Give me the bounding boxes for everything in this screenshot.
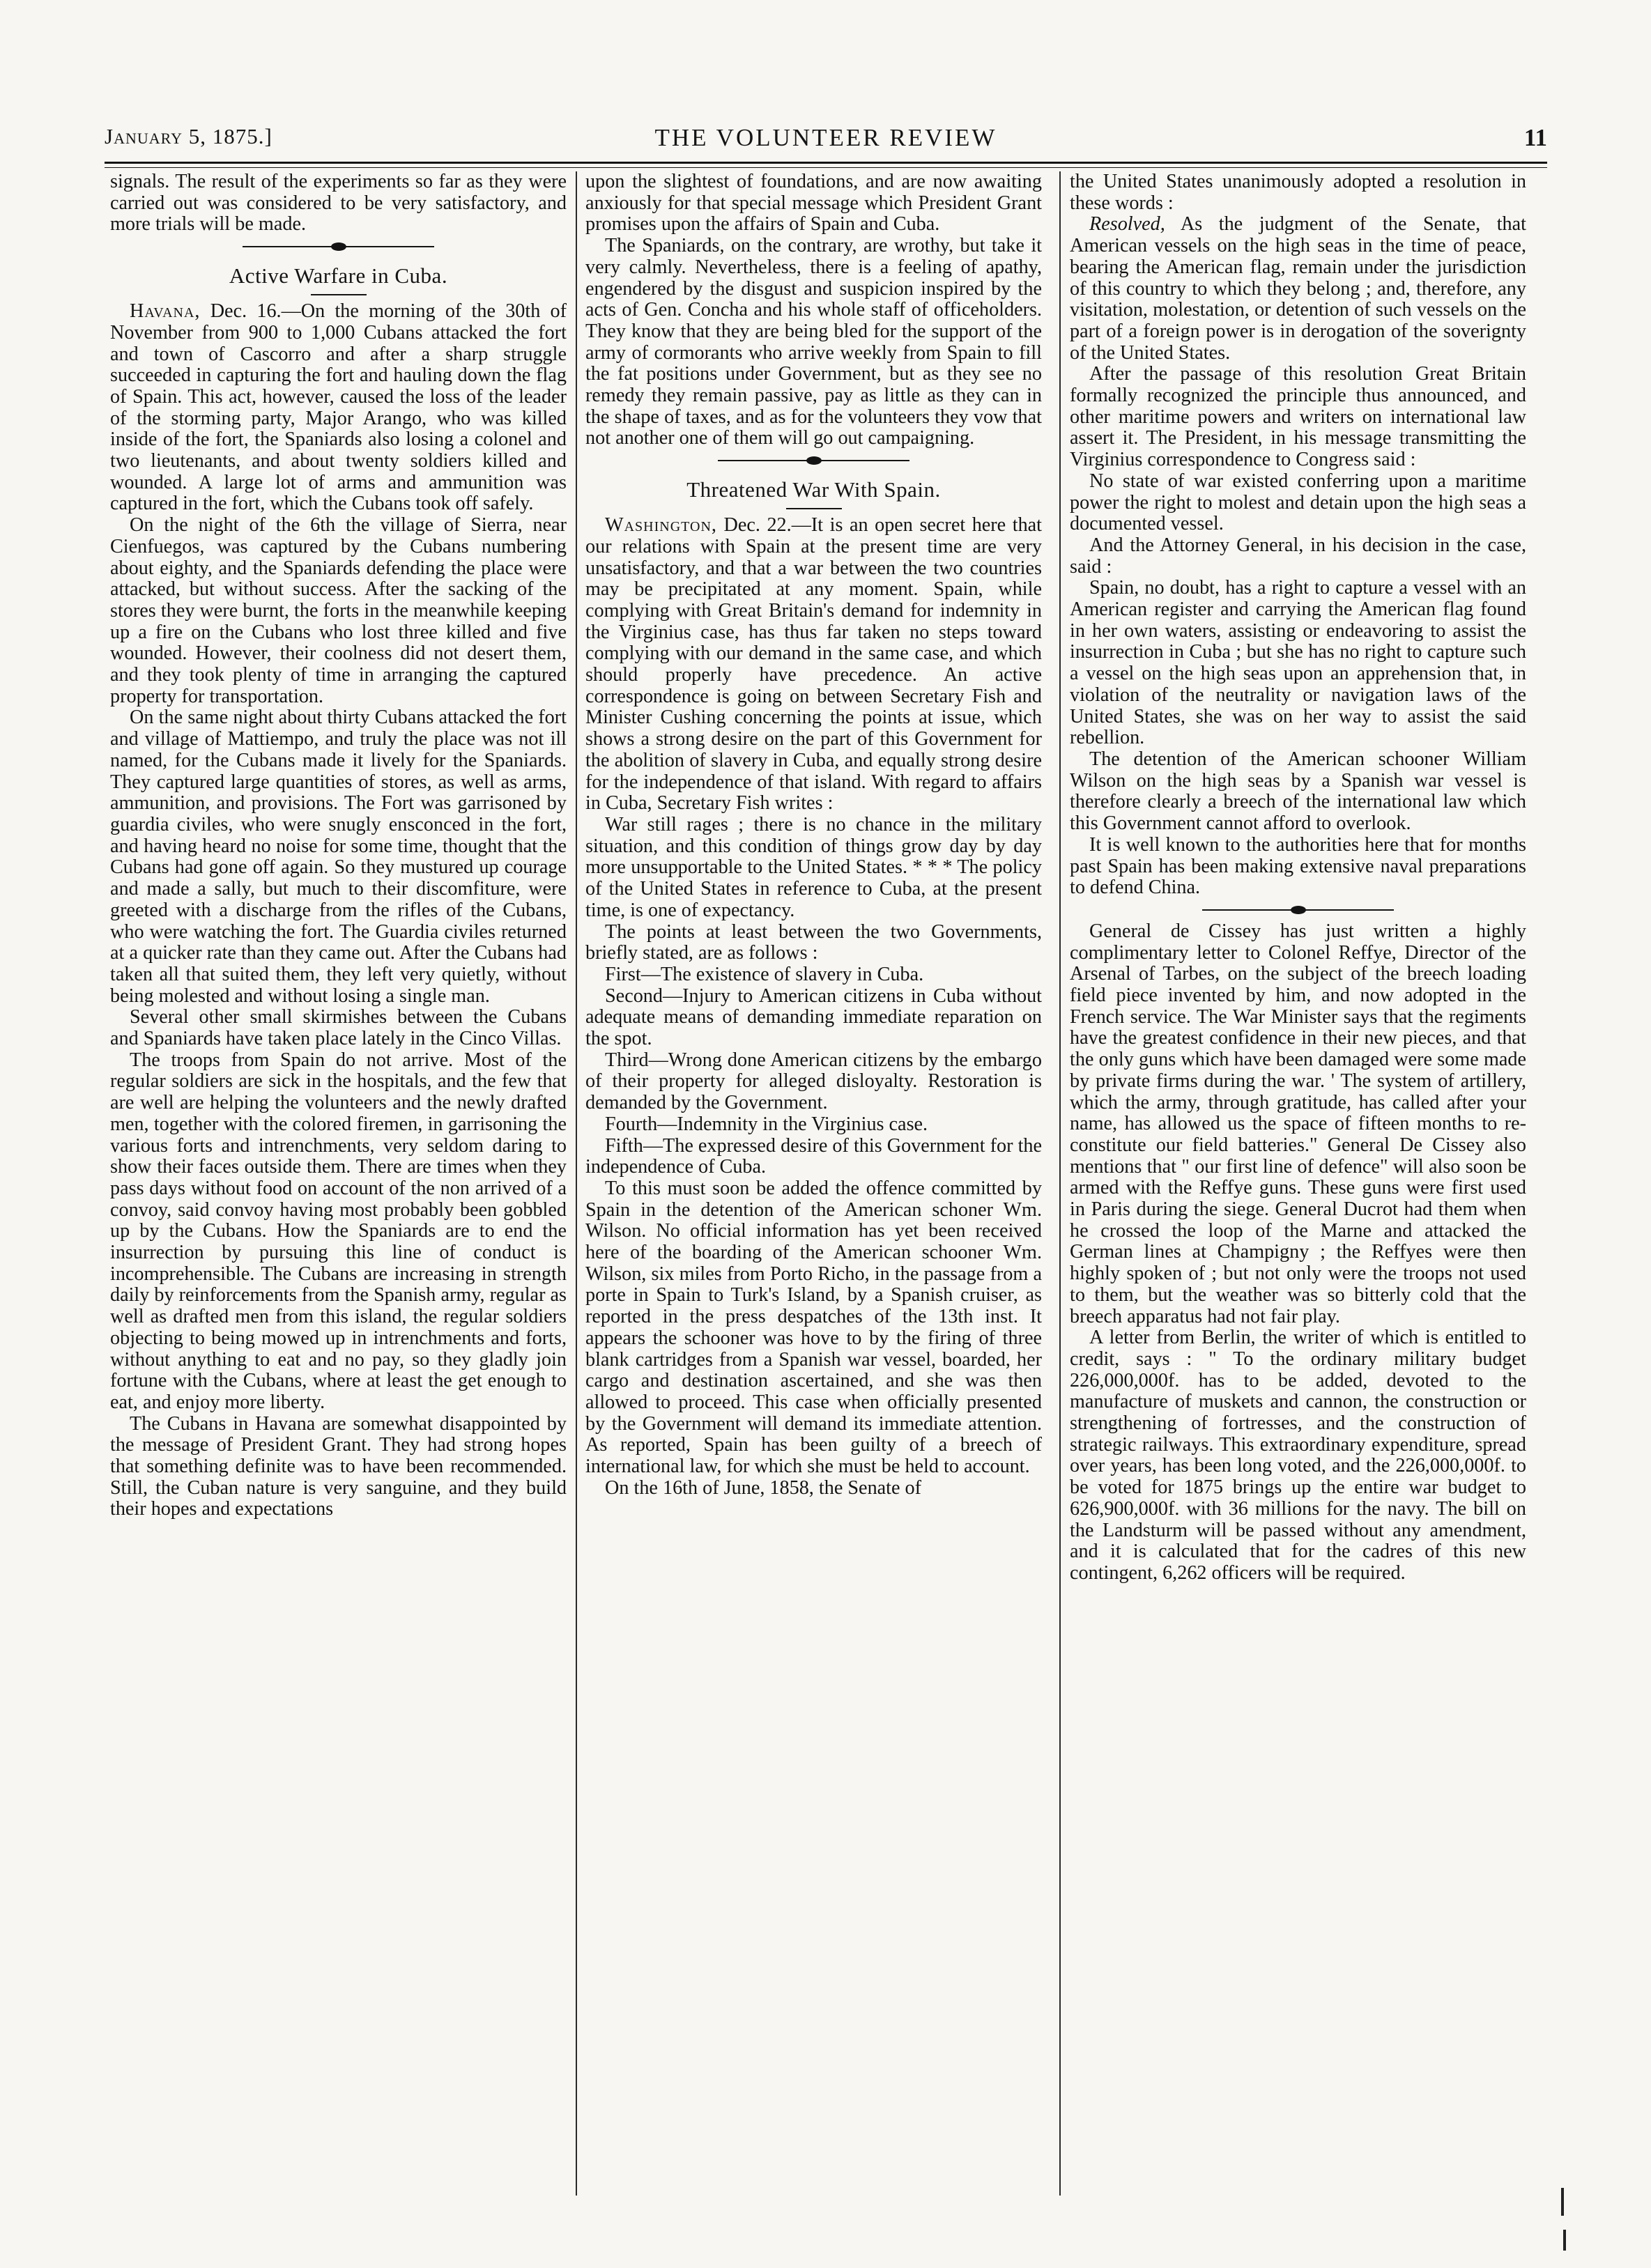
section-separator	[585, 454, 1042, 468]
paragraph-text: Fifth—The expressed desire of this Government for the independence of Cuba.	[585, 1134, 1042, 1178]
article-paragraph	[110, 1414, 567, 1521]
article-paragraph	[1070, 921, 1526, 1327]
article-paragraph	[1070, 471, 1526, 535]
article-paragraph	[585, 515, 1042, 815]
article-paragraph	[1070, 535, 1526, 578]
article-paragraph	[585, 171, 1042, 236]
article-paragraph	[585, 236, 1042, 449]
section-separator	[1070, 903, 1526, 917]
paragraph-text: On the night of the 6th the village of Sierra, near Cienfuegos, was captured by the Cubans numbering about eighty, and the Spaniards defending the place were attacked, but without success. After the sacking of the stores they were burnt, the forts in the meanwhile keeping up a fire on the Cubans who lost three killed and five wounded. However, their coolness did not desert them, and they took plenty of time in arranging the captured property for transportation.	[110, 514, 567, 707]
header-rule-thin	[105, 167, 1547, 168]
column-2	[585, 171, 1042, 2220]
article-headline: Active Warfare in Cuba.	[229, 263, 448, 288]
article-paragraph	[585, 1136, 1042, 1178]
article-paragraph	[585, 922, 1042, 964]
headline-rule	[311, 294, 367, 295]
issue-date: January 5, 1875.]	[105, 124, 272, 148]
masthead-title: THE VOLUNTEER REVIEW	[654, 124, 997, 151]
paragraph-text: War still rages ; there is no chance in the military situation, and this condition of things grow day by day more unsupportable to the United States. * * * The policy of the United States in reference to Cuba, at the present time, is one of expectancy.	[585, 813, 1042, 921]
paragraph-text: Second—Injury to American citizens in Cuba without adequate means of demanding immediate reparation on the spot.	[585, 985, 1042, 1050]
article-paragraph	[1070, 749, 1526, 835]
paragraph-text: After the passage of this resolution Great Britain formally recognized the principle thus announced, and other maritime powers and writers on international law assert it. The President, in his message transmitting the Virginius correspondence to Congress said :	[1070, 363, 1526, 471]
article-paragraph	[110, 515, 567, 707]
article-paragraph	[110, 1050, 567, 1414]
resolution-lead: Resolved,	[1089, 213, 1165, 236]
paragraph-text: The Cubans in Havana are somewhat disappointed by the message of President Grant. They had strong hopes that something definite was to have been recommended. Still, the Cuban nature is very sanguine, and they build their hopes and expectations	[110, 1412, 567, 1520]
paragraph-text: A letter from Berlin, the writer of which is entitled to credit, says : " To the ordinary military budget 226,000,000f. has to be added, devoted to the manufacture of muskets and cannon, the construction or strengthening of fortresses, and the construction of strategic railways. This extraordinary expenditure, spread over years, has been long voted, and the 226,000,000f. to be voted for 1875 brings up the entire war budget to 626,900,000f. with 36 millions for the navy. The bill on the Landsturm will be passed without any amendment, and it is calculated that for the cadres of this new contingent, 6,262 officers will be required.	[1070, 1327, 1526, 1584]
column-3	[1070, 171, 1526, 2220]
article-paragraph	[1070, 835, 1526, 899]
section-separator	[110, 240, 567, 254]
column-divider-1	[576, 171, 577, 2196]
paragraph-text: Third—Wrong done American citizens by the embargo of their property for alleged disloyalty. Restoration is demanded by the Government.	[585, 1049, 1042, 1114]
dateline: Havana,	[130, 300, 201, 323]
column-divider-2	[1059, 171, 1061, 2196]
paragraph-text: The detention of the American schooner William Wilson on the high seas by a Spanish war vessel is therefore clearly a breech of the international law which this Government cannot afford to overlook.	[1070, 748, 1526, 835]
article-paragraph	[1070, 364, 1526, 471]
dateline: Washington,	[605, 514, 717, 537]
header-rule-thick	[105, 162, 1547, 164]
paragraph-text: The points at least between the two Governments, briefly stated, are as follows :	[585, 920, 1042, 964]
article-paragraph	[110, 301, 567, 515]
margin-mark	[1561, 2188, 1564, 2216]
article-paragraph	[585, 1114, 1042, 1136]
paragraph-text: upon the slightest of foundations, and are now awaiting anxiously for that special message which President Grant promises upon the affairs of Spain and Cuba.	[585, 171, 1042, 236]
paragraph-text: Dec. 16.—On the morning of the 30th of November from 900 to 1,000 Cubans attacked the fort and town of Cascorro and after a sharp struggle succeeded in capturing the fort and hauling down the flag of Spain. This act, however, caused the loss of the leader of the storming party, Major Arango, who was killed inside of the fort, the Spaniards also losing a colonel and two lieutenants, and about twenty soldiers killed and wounded. A large lot of arms and ammunition was captured in the fort, which the Cubans took off safely.	[110, 300, 567, 515]
article-paragraph	[1070, 214, 1526, 364]
article-paragraph	[110, 171, 567, 236]
paragraph-text: First—The existence of slavery in Cuba.	[605, 963, 924, 985]
paragraph-text: The troops from Spain do not arrive. Most of the regular soldiers are sick in the hospitals, and the few that are well are helping the volunteers and the newly drafted men, together with the colored firemen, in garrisoning the various forts and intrenchments, very seldom daring to show their faces outside them. There are times when they pass days without food on account of the non arrived of a convoy, said convoy having most probably been gobbled up by the Cubans. How the Spaniards are to end the insurrection by pursuing this line of conduct is incomprehensible. The Cubans are increasing in strength daily by reinforcements from the Spanish army, regular as well as drafted men from this island, the regular soldiers objecting to being mowed up in intrenchments and forts, without anything to eat and no pay, so they gladly join fortune with the Cubans, where at least the get enough to eat, and enjoy more liberty.	[110, 1049, 567, 1413]
paragraph-text: Spain, no doubt, has a right to capture a vessel with an American register and carrying the American flag found in her own waters, assisting or endeavoring to assist the insurrection in Cuba ; but she has no right to capture such a vessel on the high seas upon an apprehension that, in violation of the neutrality or navigation laws of the United States, she was on her way to assist the said rebellion.	[1070, 577, 1526, 749]
headline-rule	[786, 508, 842, 509]
paragraph-text: No state of war existed conferring upon a maritime power the right to molest and detain upon the high seas a documented vessel.	[1070, 470, 1526, 535]
paragraph-text: General de Cissey has just written a highly complimentary letter to Colonel Reffye, Director of the Arsenal of Tarbes, on the subject of the breech loading field piece invented by him, and now adopted in the French service. The War Minister says that the regiments have the greatest confidence in their new pieces, and that the only guns which have been damaged were some made by private firms during the war. ' The system of artillery, which the army, through gratitude, has called after your name, has allowed us the space of fifteen months to re-constitute our field batteries." General De Cissey also mentions that " our first line of defence" will also soon be armed with the Reffye guns. These guns were first used in Paris during the siege. General Ducrot had them when he crossed the loop of the Marne and attacked the German lines at Champigny ; the Reffyes were then highly spoken of ; but not only were the troops not used to them, but the weather was so bitterly cold that the breech apparatus had not fair play.	[1070, 920, 1526, 1327]
article-paragraph	[1070, 1327, 1526, 1584]
article-paragraph	[585, 815, 1042, 922]
article-paragraph	[110, 1007, 567, 1049]
margin-mark	[1563, 2230, 1566, 2251]
page-number: 11	[1523, 124, 1547, 151]
article-paragraph	[1070, 171, 1526, 214]
article-paragraph	[585, 964, 1042, 986]
article-paragraph	[110, 707, 567, 1007]
paragraph-text: signals. The result of the experiments so far as they were carried out was considered to be very satisfactory, and more trials will be made.	[110, 171, 567, 236]
article-headline: Threatened War With Spain.	[686, 477, 941, 502]
paragraph-text: And the Attorney General, in his decision in the case, said :	[1070, 534, 1526, 578]
column-1	[110, 171, 567, 2220]
paragraph-text: As the judgment of the Senate, that American vessels on the high seas in the time of peace, bearing the American flag, remain under the jurisdiction of this country to which they belong ; and, therefore, any visitation, molestation, or detention of such vessels on the part of a foreign power is in derogation of the soverignty of the United States.	[1070, 213, 1526, 364]
paragraph-text: Several other small skirmishes between the Cubans and Spaniards have taken place lately in the Cinco Villas.	[110, 1006, 567, 1050]
paragraph-text: It is well known to the authorities here that for months past Spain has been making extensive naval preparations to defend China.	[1070, 833, 1526, 899]
paragraph-text: On the 16th of June, 1858, the Senate of	[605, 1476, 922, 1499]
paragraph-text: the United States unanimously adopted a resolution in these words :	[1070, 171, 1526, 214]
paragraph-text: To this must soon be added the offence committed by Spain in the detention of the American schoner Wm. Wilson. No official information has yet been received here of the boarding of the American schooner Wm. Wilson, six miles from Porto Richo, in the passage from a porte in Spain to Turk's Island, by a Spanish cruiser, as reported in the press despatches of the 13th inst. It appears the schooner was hove to by the firing of three blank cartridges from a Spanish war vessel, boarded, her cargo and destination ascertained, and she was then allowed to proceed. This case when officially presented by the Government will demand its immediate attention. As reported, Spain has been guilty of a breech of international law, for which she must be held to account.	[585, 1177, 1042, 1478]
article-paragraph	[585, 1050, 1042, 1114]
article-paragraph	[585, 1478, 1042, 1499]
article-paragraph	[1070, 578, 1526, 749]
paragraph-text: The Spaniards, on the contrary, are wrothy, but take it very calmly. Nevertheless, there is a feeling of apathy, engendered by the disgust and suspicion inspired by the acts of Gen. Concha and his whole staff of officeholders. They know that they are being bled for the support of the army of cormorants who arrive weekly from Spain to fill the fat positions under Government, but as they see no remedy they remain passive, pay as little as they can in the shape of taxes, and as for the volunteers they vow that not another one of them will go out campaigning.	[585, 235, 1042, 449]
paragraph-text: Dec. 22.—It is an open secret here that our relations with Spain at the present time are very unsatisfactory, and that a war between the two countries may be precipitated at any moment. Spain, while complying with Great Britain's demand for indemnity in the Virginius case, has thus far taken no steps toward complying with our demand in the same case, and which should properly have precedence. An active correspondence is going on between Secretary Fish and Minister Cushing concerning the points at issue, which shows a strong desire on the part of this Government for the abolition of slavery in Cuba, and equally strong desire for the independence of that island. With regard to affairs in Cuba, Secretary Fish writes :	[585, 514, 1042, 815]
paragraph-text: On the same night about thirty Cubans attacked the fort and village of Mattiempo, and truly the place was not ill named, for the Cubans made it lively for the Spaniards. They captured large quantities of stores, as well as arms, ammunition, and provisions. The Fort was garrisoned by guardia civiles, who were snugly ensconced in the fort, and having heard no noise for some time, thought that the Cubans had gone off again. So they mustured up courage and made a sally, but much to their discomfiture, were greeted with a discharge from the rifles of the Cubans, who were watching the fort. The Guardia civiles returned at a quicker rate than they came out. After the Cubans had taken all that suited them, they left very quietly, without being molested and without losing a single man.	[110, 707, 567, 1007]
paragraph-text: Fourth—Indemnity in the Virginius case.	[605, 1113, 928, 1135]
page-header	[105, 124, 1547, 159]
article-paragraph	[585, 1178, 1042, 1478]
article-paragraph	[585, 986, 1042, 1050]
